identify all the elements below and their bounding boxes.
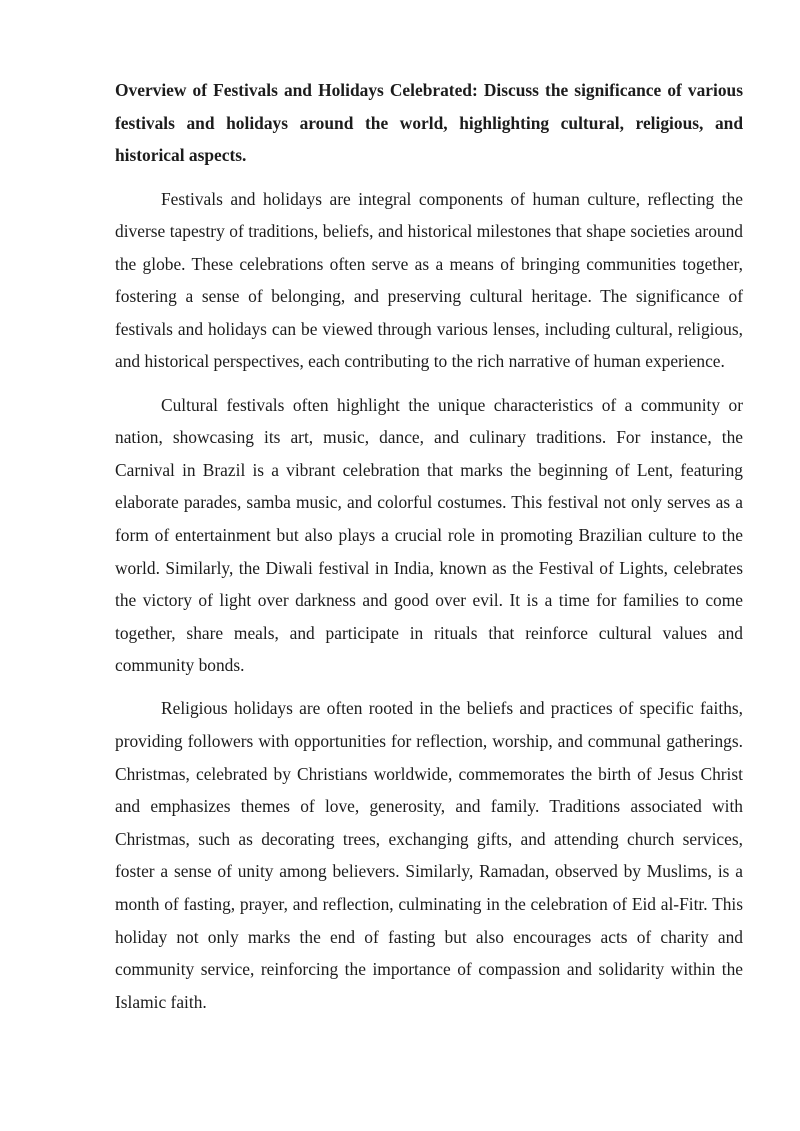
- section-heading: Overview of Festivals and Holidays Celebrated: Discuss the significance of various festivals and holidays around the world, highlighting cultural, religious, and historical aspects.: [115, 80, 743, 165]
- document-body: [115, 74, 743, 1029]
- paragraph-intro: Festivals and holidays are integral components of human culture, reflecting the diverse tapestry of traditions, beliefs, and historical milestones that shape societies around the globe. These celebrations often serve as a means of bringing communities together, fostering a sense of belonging, and preserving cultural heritage. The significance of festivals and holidays can be viewed through various lenses, including cultural, religious, and historical perspectives, each contributing to the rich narrative of human experience.: [115, 188, 743, 372]
- paragraph-cultural-festivals: Cultural festivals often highlight the unique characteristics of a community or nation, showcasing its art, music, dance, and culinary traditions. For instance, the Carnival in Brazil is a vibrant celebration that marks the beginning of Lent, featuring elaborate parades, samba music, and colorful costumes. This festival not only serves as a form of entertainment but also plays a crucial role in promoting Brazilian culture to the world. Similarly, the Diwali festival in India, known as the Festival of Lights, celebrates the victory of light over darkness and good over evil. It is a time for families to come together, share meals, and participate in rituals that reinforce cultural values and community bonds.: [115, 394, 743, 676]
- paragraph-religious-holidays: Religious holidays are often rooted in the beliefs and practices of specific faiths, providing followers with opportunities for reflection, worship, and communal gatherings. Christmas, celebrated by Christians worldwide, commemorates the birth of Jesus Christ and emphasizes themes of love, generosity, and family. Traditions associated with Christmas, such as decorating trees, exchanging gifts, and attending church services, foster a sense of unity among believers. Similarly, Ramadan, observed by Muslims, is a month of fasting, prayer, and reflection, culminating in the celebration of Eid al-Fitr. This holiday not only marks the end of fasting but also encourages acts of charity and community service, reinforcing the importance of compassion and solidarity within the Islamic faith.: [115, 698, 743, 1012]
